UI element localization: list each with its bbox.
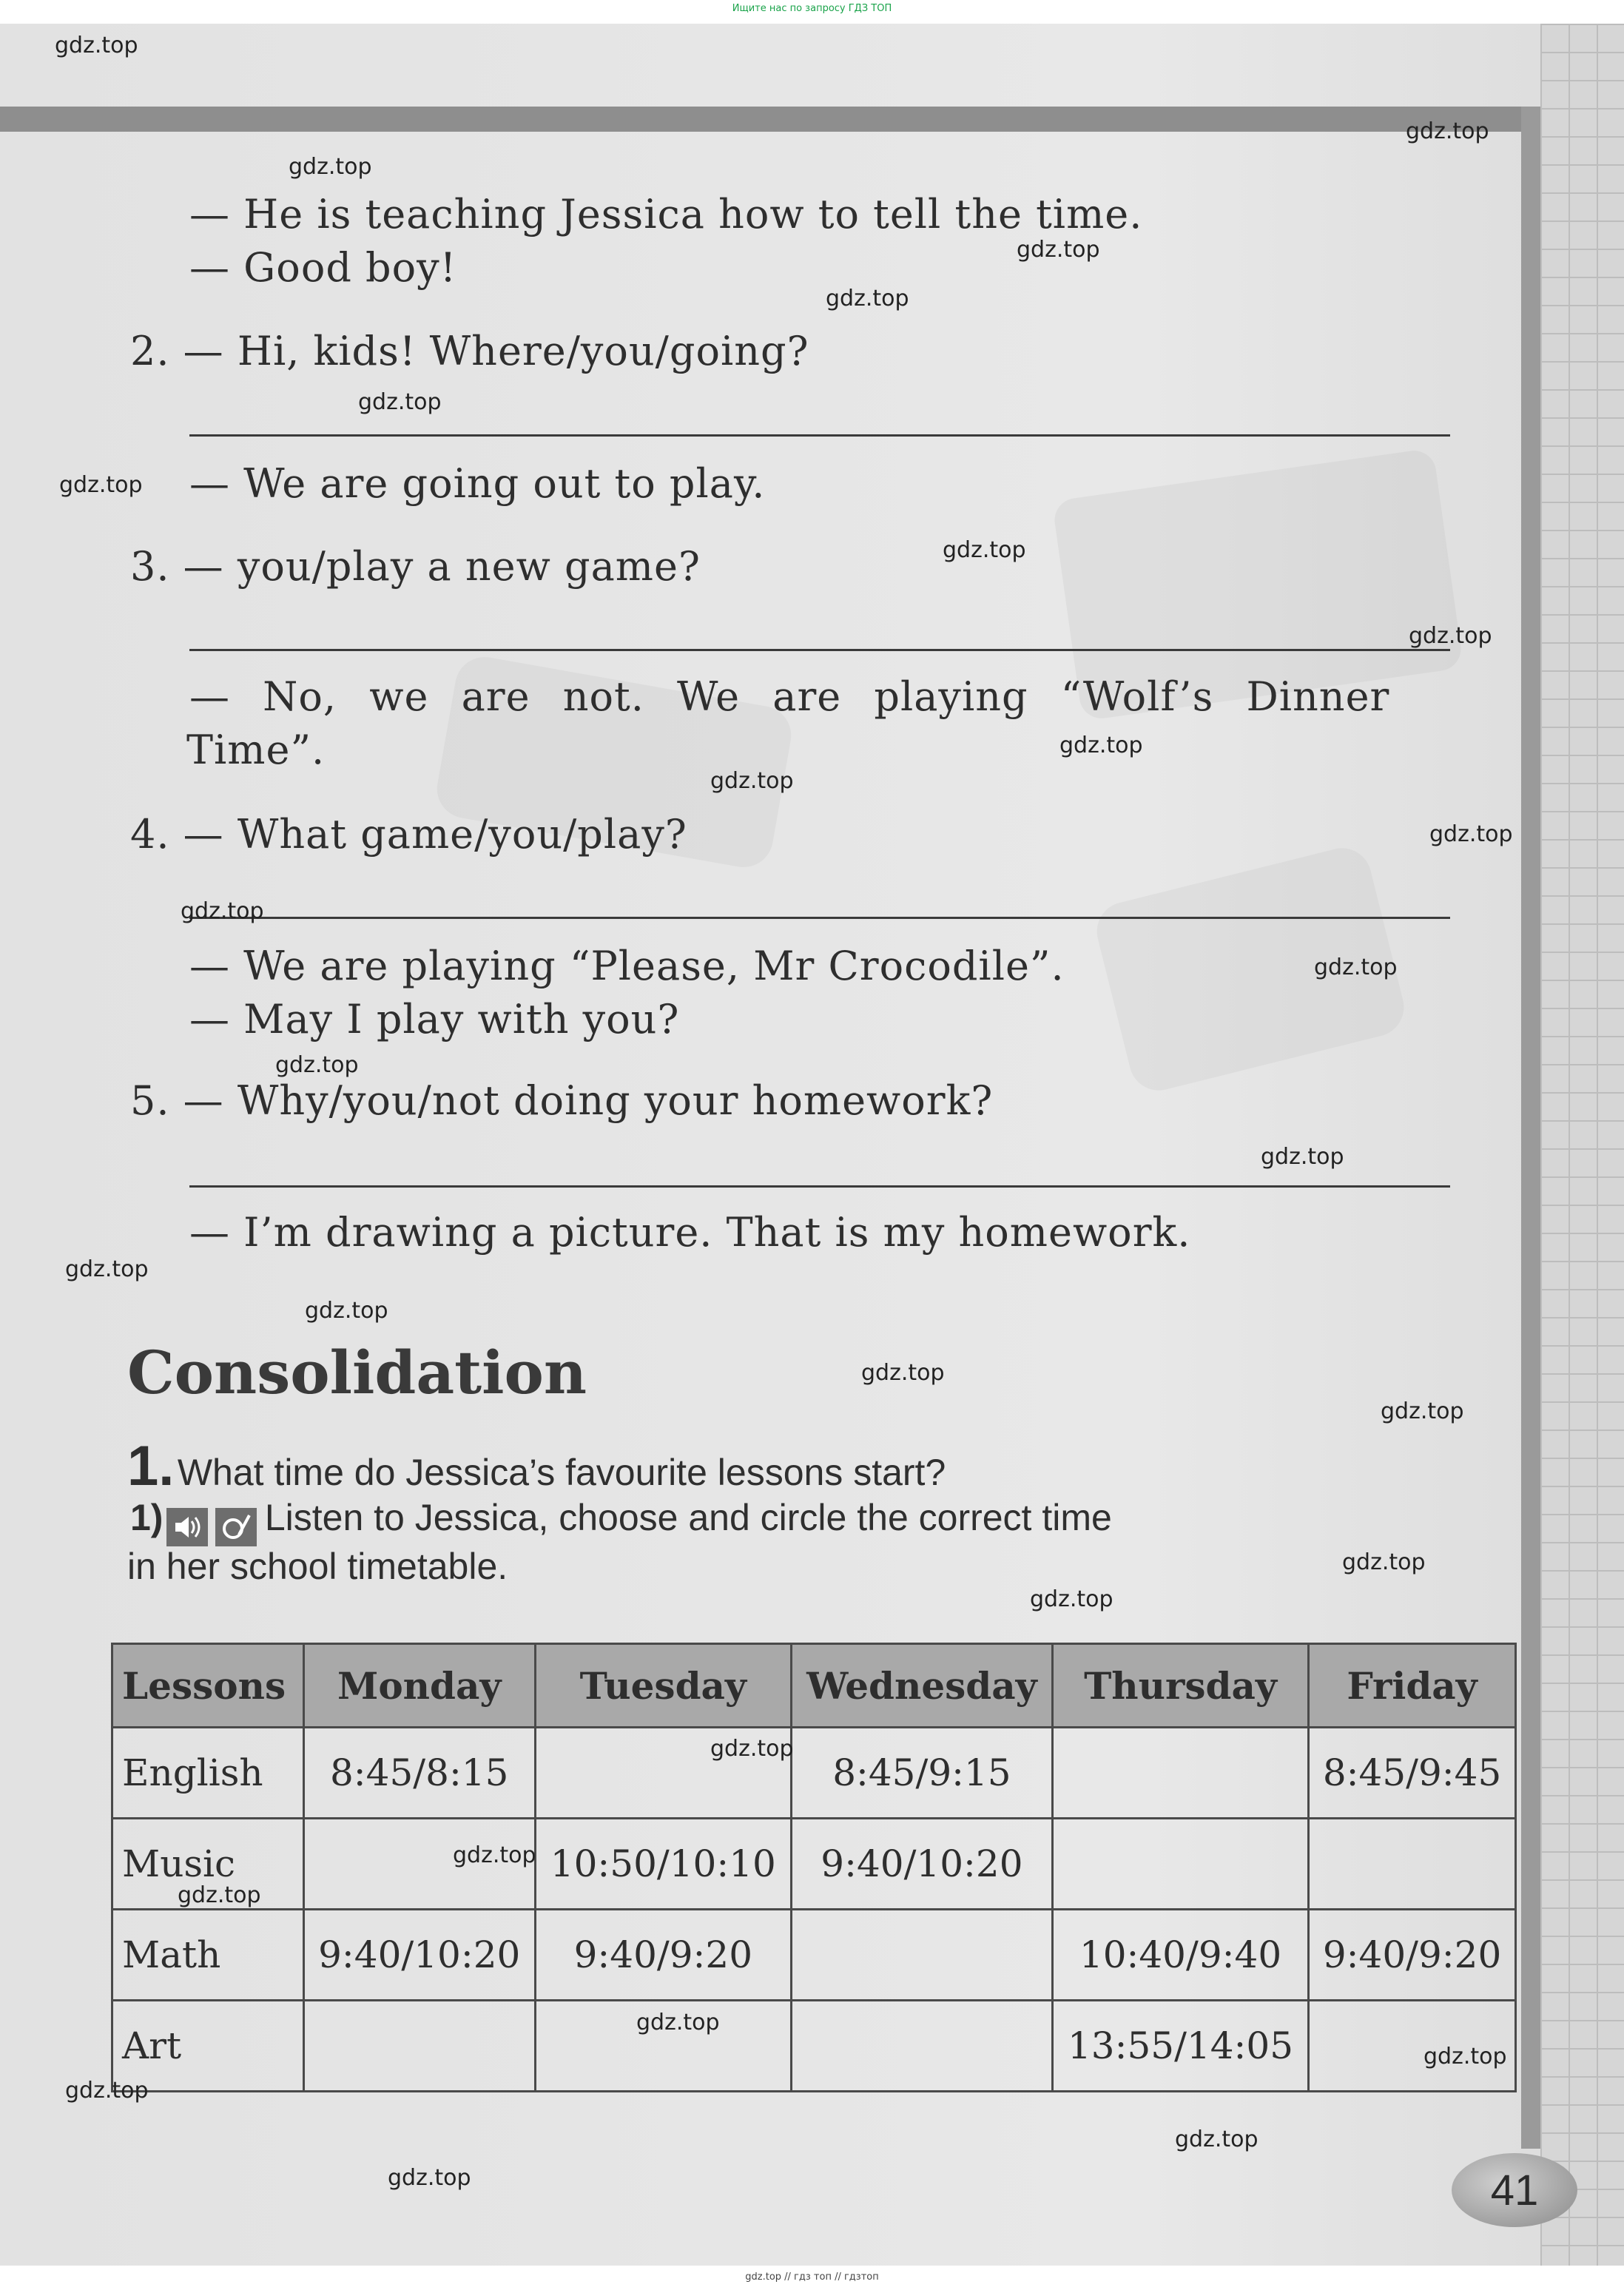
header-tuesday: Tuesday [535, 1644, 791, 1728]
table-row [112, 2001, 1516, 2092]
dialogue-line: — May I play with you? [189, 996, 680, 1043]
dialogue-line: — Good boy! [189, 244, 457, 291]
dialogue-line: 2. — Hi, kids! Where/you/going? [130, 328, 809, 374]
dialogue-line: — We are playing “Please, Mr Crocodile”. [189, 943, 1065, 989]
watermark: gdz.top [1059, 733, 1143, 758]
top-rule [0, 107, 1539, 132]
answer-line[interactable] [189, 434, 1450, 437]
time-choice-cell [1309, 1819, 1516, 1910]
watermark: gdz.top [1030, 1586, 1113, 1612]
dialogue-line: 5. — Why/you/not doing your homework? [130, 1077, 994, 1124]
answer-line[interactable] [189, 917, 1450, 919]
instruction-text: Listen to Jessica, choose and circle the correct time [264, 1497, 1112, 1538]
watermark: gdz.top [1261, 1144, 1344, 1170]
section-heading: Consolidation [127, 1338, 587, 1407]
dialogue-line: — I’m drawing a picture. That is my homework. [189, 1209, 1191, 1256]
time-choice-cell [1052, 1819, 1308, 1910]
time-choice-cell[interactable]: 8:45/9:45 [1309, 1728, 1516, 1819]
page-number-badge [1452, 2153, 1577, 2227]
time-choice-cell[interactable]: 8:45/9:15 [791, 1728, 1052, 1819]
watermark: gdz.top [65, 2078, 149, 2104]
watermark: gdz.top [358, 389, 442, 415]
time-choice-cell [303, 2001, 535, 2092]
lesson-name: English [112, 1728, 304, 1819]
instruction-text-continued: in her school timetable. [127, 1546, 508, 1587]
task-1-question [127, 1434, 946, 1498]
time-choice-cell[interactable]: 9:40/10:20 [303, 1910, 535, 2001]
table-row [112, 1819, 1516, 1910]
time-choice-cell[interactable]: 8:45/8:15 [303, 1728, 535, 1819]
time-choice-cell [791, 1910, 1052, 2001]
watermark: gdz.top [1429, 821, 1513, 847]
answer-line[interactable] [189, 649, 1450, 651]
dialogue-line: — We are going out to play. [189, 460, 766, 507]
time-choice-cell [1052, 1728, 1308, 1819]
watermark: gdz.top [1314, 954, 1398, 980]
task-1-instruction [130, 1496, 1112, 1546]
task-number: 1. [127, 1435, 175, 1498]
time-choice-cell[interactable]: 10:40/9:40 [1052, 1910, 1308, 2001]
time-choice-cell [791, 2001, 1052, 2092]
search-hint: Ищите нас по запросу ГДЗ ТОП [732, 3, 892, 14]
watermark: gdz.top [1381, 1398, 1464, 1424]
watermark: gdz.top [305, 1298, 388, 1324]
right-rule [1521, 107, 1540, 2149]
table-row [112, 1728, 1516, 1819]
header-wednesday: Wednesday [791, 1644, 1052, 1728]
dialogue-line: 3. — you/play a new game? [130, 543, 701, 590]
table-row [112, 1910, 1516, 2001]
dialogue-line: 4. — What game/you/play? [130, 811, 687, 858]
watermark: gdz.top [181, 898, 264, 924]
watermark: gdz.top [943, 537, 1026, 563]
header-monday: Monday [303, 1644, 535, 1728]
lesson-name: Music [112, 1819, 304, 1910]
pencil-icon [215, 1508, 257, 1546]
watermark: gdz.top [178, 1882, 261, 1908]
watermark: gdz.top [710, 1736, 794, 1762]
watermark: gdz.top [861, 1360, 945, 1386]
page-number: 41 [1490, 2166, 1539, 2215]
time-choice-cell[interactable]: 10:50/10:10 [535, 1819, 791, 1910]
watermark: gdz.top [1342, 1549, 1426, 1575]
dialogue-line: — He is teaching Jessica how to tell the time. [189, 191, 1143, 238]
timetable-header-row [112, 1644, 1516, 1728]
watermark: gdz.top [826, 286, 909, 311]
header-lessons: Lessons [112, 1644, 304, 1728]
watermark: gdz.top [275, 1052, 359, 1078]
time-choice-cell[interactable]: 9:40/9:20 [1309, 1910, 1516, 2001]
watermark: gdz.top [388, 2165, 471, 2191]
time-choice-cell[interactable]: 9:40/9:20 [535, 1910, 791, 2001]
dialogue-line: Time”. [186, 727, 326, 773]
answer-line[interactable] [189, 1185, 1450, 1188]
watermark: gdz.top [1406, 118, 1489, 144]
watermark: gdz.top [65, 1256, 149, 1282]
watermark: gdz.top [1423, 2044, 1507, 2070]
watermark: gdz.top [636, 2010, 720, 2035]
subtask-number: 1) [130, 1497, 164, 1538]
watermark: gdz.top [1017, 237, 1100, 263]
audio-icon[interactable] [166, 1508, 208, 1546]
watermark: gdz.top [289, 154, 372, 180]
header-friday: Friday [1309, 1644, 1516, 1728]
watermark: gdz.top [59, 472, 143, 498]
time-choice-cell[interactable]: 9:40/10:20 [791, 1819, 1052, 1910]
side-grid-decoration [1540, 24, 1624, 2266]
task-question: What time do Jessica’s favourite lessons start? [177, 1452, 946, 1493]
watermark: gdz.top [55, 33, 138, 58]
lesson-name: Art [112, 2001, 304, 2092]
watermark: gdz.top [1409, 623, 1492, 649]
watermark: gdz.top [1175, 2126, 1259, 2152]
lesson-name: Math [112, 1910, 304, 2001]
site-footer: gdz.top // гдз топ // гдзтоп [745, 2272, 879, 2283]
dialogue-line: — No, we are not. We are playing “Wolf’s Dinner [189, 673, 1390, 720]
school-timetable [111, 1643, 1517, 2092]
watermark: gdz.top [710, 768, 794, 794]
watermark: gdz.top [453, 1842, 536, 1868]
time-choice-cell[interactable]: 13:55/14:05 [1052, 2001, 1308, 2092]
header-thursday: Thursday [1052, 1644, 1308, 1728]
